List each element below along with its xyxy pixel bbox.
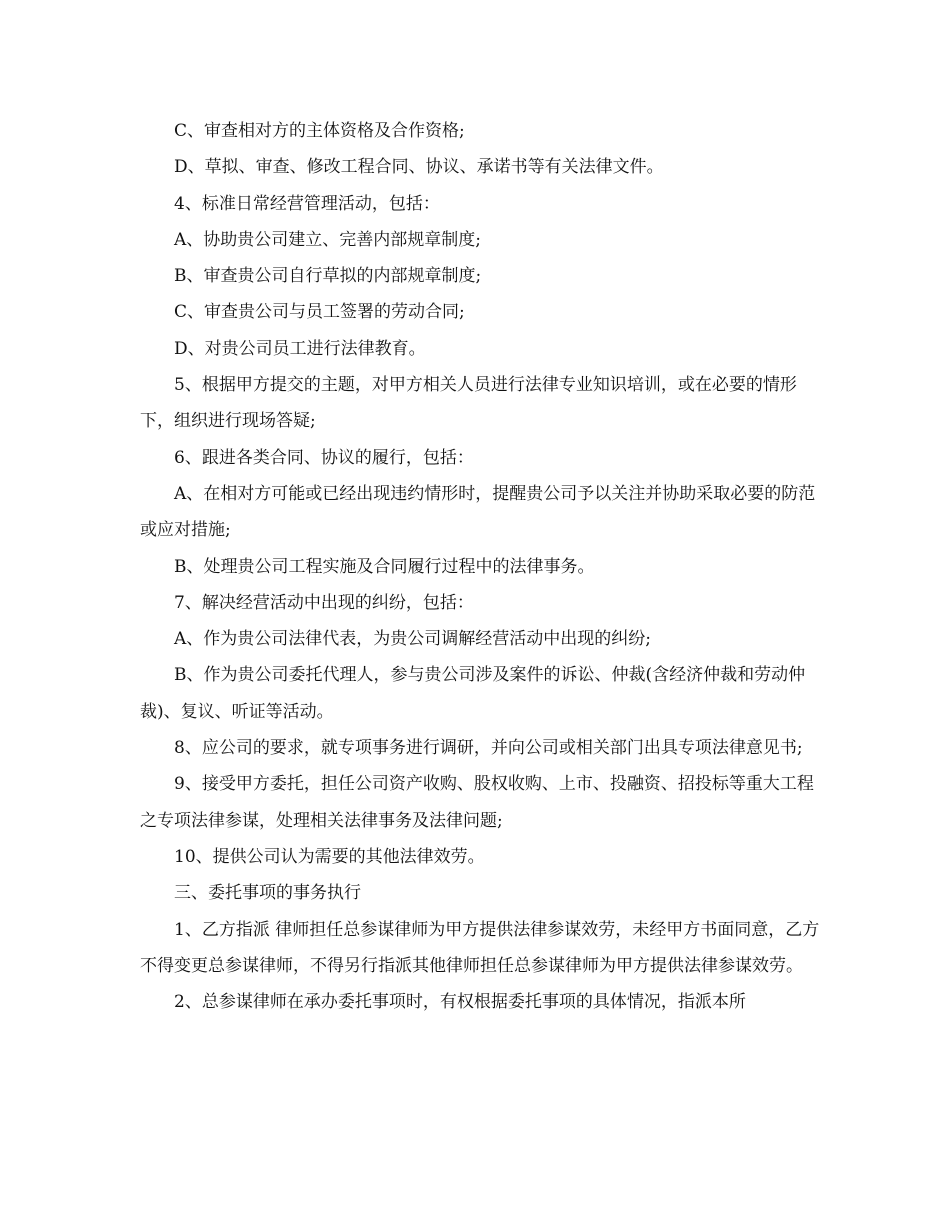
paragraph: D、对贵公司员工进行法律教育。 xyxy=(174,338,426,359)
paragraph: B、审查贵公司自行草拟的内部规章制度; xyxy=(174,266,482,287)
paragraph: A、协助贵公司建立、完善内部规章制度; xyxy=(174,229,482,250)
paragraph: 4、标准日常经营管理活动，包括： xyxy=(174,193,440,214)
document-body xyxy=(140,113,820,1020)
paragraph: 10、提供公司认为需要的其他法律效劳。 xyxy=(174,846,485,867)
paragraph: 5、根据甲方提交的主题，对甲方相关人员进行法律专业知识培训，或在必要的情形下，组织进行现场答疑; xyxy=(140,375,797,432)
paragraph: B、处理贵公司工程实施及合同履行过程中的法律事务。 xyxy=(174,556,595,577)
paragraph: 8、应公司的要求，就专项事务进行调研，并向公司或相关部门出具专项法律意见书; xyxy=(174,738,803,759)
paragraph: A、作为贵公司法律代表，为贵公司调解经营活动中出现的纠纷; xyxy=(174,629,652,650)
paragraph: 7、解决经营活动中出现的纠纷，包括： xyxy=(174,592,474,613)
paragraph: A、在相对方可能或已经出现违约情形时，提醒贵公司予以关注并协助采取必要的防范或应对措施; xyxy=(140,483,816,541)
paragraph: 9、接受甲方委托，担任公司资产收购、股权收购、上市、投融资、招投标等重大工程之专项法律参谋，处理相关法律事务及法律问题; xyxy=(140,774,814,831)
paragraph: 2、总参谋律师在承办委托事项时，有权根据委托事项的具体情况，指派本所 xyxy=(174,992,746,1013)
section-heading: 三、委托事项的事务执行 xyxy=(174,883,361,904)
paragraph: C、审查贵公司与员工签署的劳动合同; xyxy=(174,302,465,323)
paragraph: 1、乙方指派 律师担任总参谋律师为甲方提供法律参谋效劳，未经甲方书面同意，乙方不得变更总参谋律师，不得另行指派其他律师担任总参谋律师为甲方提供法律参谋效劳。 xyxy=(140,919,820,976)
paragraph: 6、跟进各类合同、协议的履行，包括： xyxy=(174,447,474,468)
paragraph: D、草拟、审查、修改工程合同、协议、承诺书等有关法律文件。 xyxy=(174,157,664,178)
paragraph: C、审查相对方的主体资格及合作资格; xyxy=(174,121,465,141)
paragraph: B、作为贵公司委托代理人，参与贵公司涉及案件的诉讼、仲裁(含经济仲裁和劳动仲裁)、复议、听证等活动。 xyxy=(140,665,806,722)
